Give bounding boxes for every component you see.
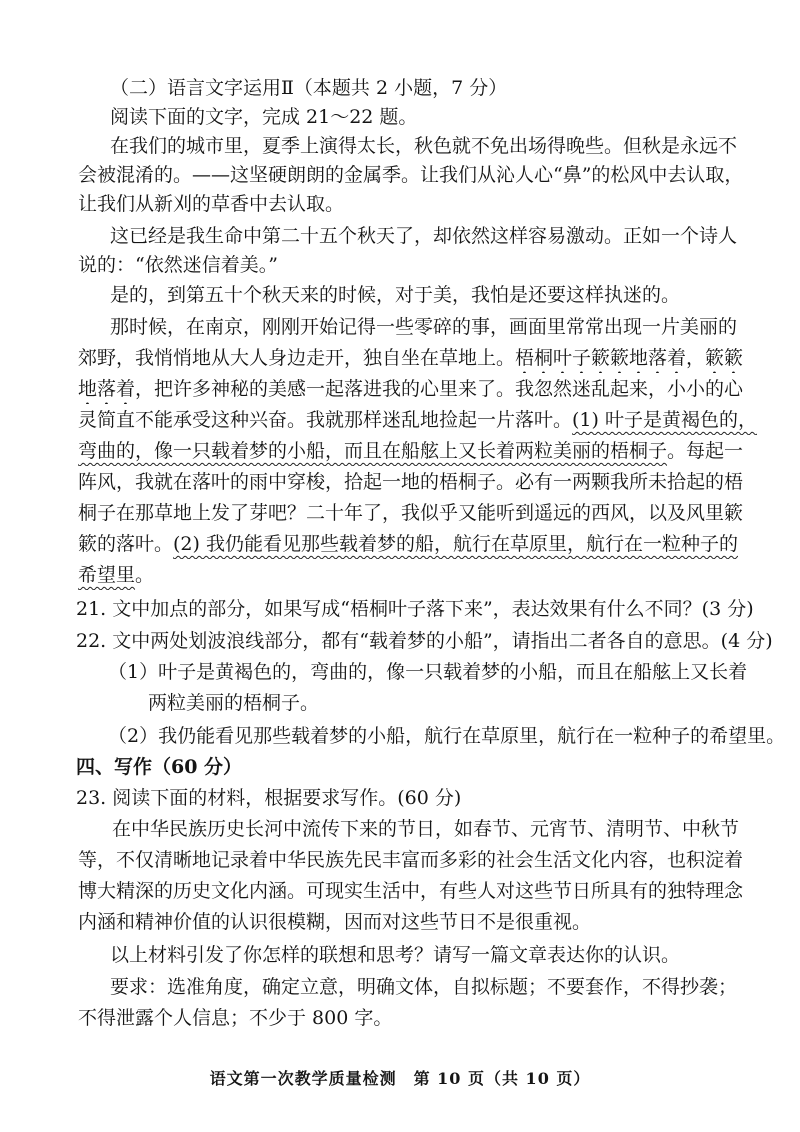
passage-line: 阵风，我就在落叶的雨中穿梭，拾起一地的梧桐子。必有一两颗我所未拾起的梧 bbox=[78, 471, 744, 493]
wavy-underline-2: (2) 我仍能看见那些载着梦的船，航行在草原里，航行在一粒种子的 bbox=[173, 533, 738, 555]
passage-text: 郊野，我悄悄地从大人身边走开，独自坐在草地上。 bbox=[78, 347, 516, 369]
passage-text: 。 bbox=[135, 564, 155, 586]
writing-requirements: 不得泄露个人信息；不少于 800 字。 bbox=[78, 1007, 393, 1029]
writing-section-heading: 四、写作（60 分） bbox=[76, 756, 243, 778]
passage-text: ，把许多神秘的美感一起落进我的心里来了。我忽然迷乱起来，小小的心 bbox=[135, 378, 744, 400]
passage-line: 说的：“依然迷信着美。” bbox=[78, 254, 278, 276]
question-22-item-1: 两粒美丽的梧桐子。 bbox=[148, 692, 320, 714]
question-22-item-1: （1）叶子是黄褐色的，弯曲的，像一只载着梦的小船，而且在船舷上又长着 bbox=[108, 661, 748, 683]
dotted-emphasis: 梧桐叶子簌簌地落着，簌簌 bbox=[515, 347, 744, 369]
section-instruction: 阅读下面的文字，完成 21～22 题。 bbox=[110, 106, 418, 128]
dotted-emphasis: 地落着 bbox=[78, 378, 136, 400]
passage-line bbox=[78, 374, 768, 404]
question-22: 22. 文中两处划波浪线部分，都有“载着梦的小船”，请指出二者各自的意思。(4 分) bbox=[76, 630, 773, 652]
wavy-underline-1: 弯曲的，像一只载着梦的小船，而且在船舷上又长着两粒美丽的梧桐子 bbox=[78, 440, 668, 462]
wavy-underline-1: (1) 叶子是黄褐色的， bbox=[572, 409, 757, 431]
passage-line bbox=[78, 560, 768, 590]
question-22-item-2: （2）我仍能看见那些载着梦的小船，航行在草原里，航行在一粒种子的希望里。 bbox=[108, 725, 786, 747]
material-line: 博大精深的历史文化内涵。可现实生活中，有些人对这些节日所具有的独特理念 bbox=[78, 880, 744, 902]
passage-line bbox=[78, 405, 768, 435]
passage-line: 那时候，在南京，刚刚开始记得一些零碎的事，画面里常常出现一片美丽的 bbox=[110, 316, 738, 338]
page-footer: 语文第一次教学质量检测 第 10 页（共 10 页） bbox=[209, 1069, 591, 1088]
passage-text: 灵简直不能承受这种兴奋。我就那样迷乱地捡起一片落叶。 bbox=[78, 409, 573, 431]
material-line: 在中华民族历史长河中流传下来的节日，如春节、元宵节、清明节、中秋节 bbox=[112, 818, 740, 840]
material-line: 内涵和精神价值的认识很模糊，因而对这些节日不是很重视。 bbox=[78, 911, 592, 933]
section-heading: （二）语言文字运用Ⅱ（本题共 2 小题，7 分） bbox=[110, 77, 508, 99]
wavy-underline-2: 希望里 bbox=[78, 564, 136, 586]
passage-line: 这已经是我生命中第二十五个秋天了，却依然这样容易激动。正如一个诗人 bbox=[110, 225, 738, 247]
writing-prompt: 以上材料引发了你怎样的联想和思考？请写一篇文章表达你的认识。 bbox=[110, 944, 681, 966]
passage-text: 簌的落叶。 bbox=[78, 533, 174, 555]
material-line: 等，不仅清晰地记录着中华民族先民丰富而多彩的社会生活文化内容，也积淀着 bbox=[78, 849, 744, 871]
passage-line bbox=[78, 436, 768, 466]
passage-line: 是的，到第五十个秋天来的时候，对于美，我怕是还要这样执迷的。 bbox=[110, 284, 681, 306]
passage-line: 在我们的城市里，夏季上演得太长，秋色就不免出场得晚些。但秋是永远不 bbox=[110, 135, 738, 157]
passage-text: 。每起一 bbox=[667, 440, 744, 462]
passage-line: 让我们从新刈的草香中去认取。 bbox=[78, 193, 345, 215]
question-21: 21. 文中加点的部分，如果写成“梧桐叶子落下来”，表达效果有什么不同？(3 分) bbox=[76, 598, 754, 620]
passage-line bbox=[78, 529, 768, 559]
passage-line: 桐子在那草地上发了芽吧？二十年了，我似乎又能听到遥远的西风，以及风里簌 bbox=[78, 502, 744, 524]
writing-requirements: 要求：选准角度，确定立意，明确文体，自拟标题；不要套作，不得抄袭； bbox=[110, 976, 738, 998]
passage-line bbox=[78, 343, 768, 373]
question-23: 23. 阅读下面的材料，根据要求写作。(60 分) bbox=[76, 787, 462, 809]
passage-line: 会被混淆的。——这坚硬朗朗的金属季。让我们从沁人心“鼻”的松风中去认取， bbox=[78, 164, 744, 186]
